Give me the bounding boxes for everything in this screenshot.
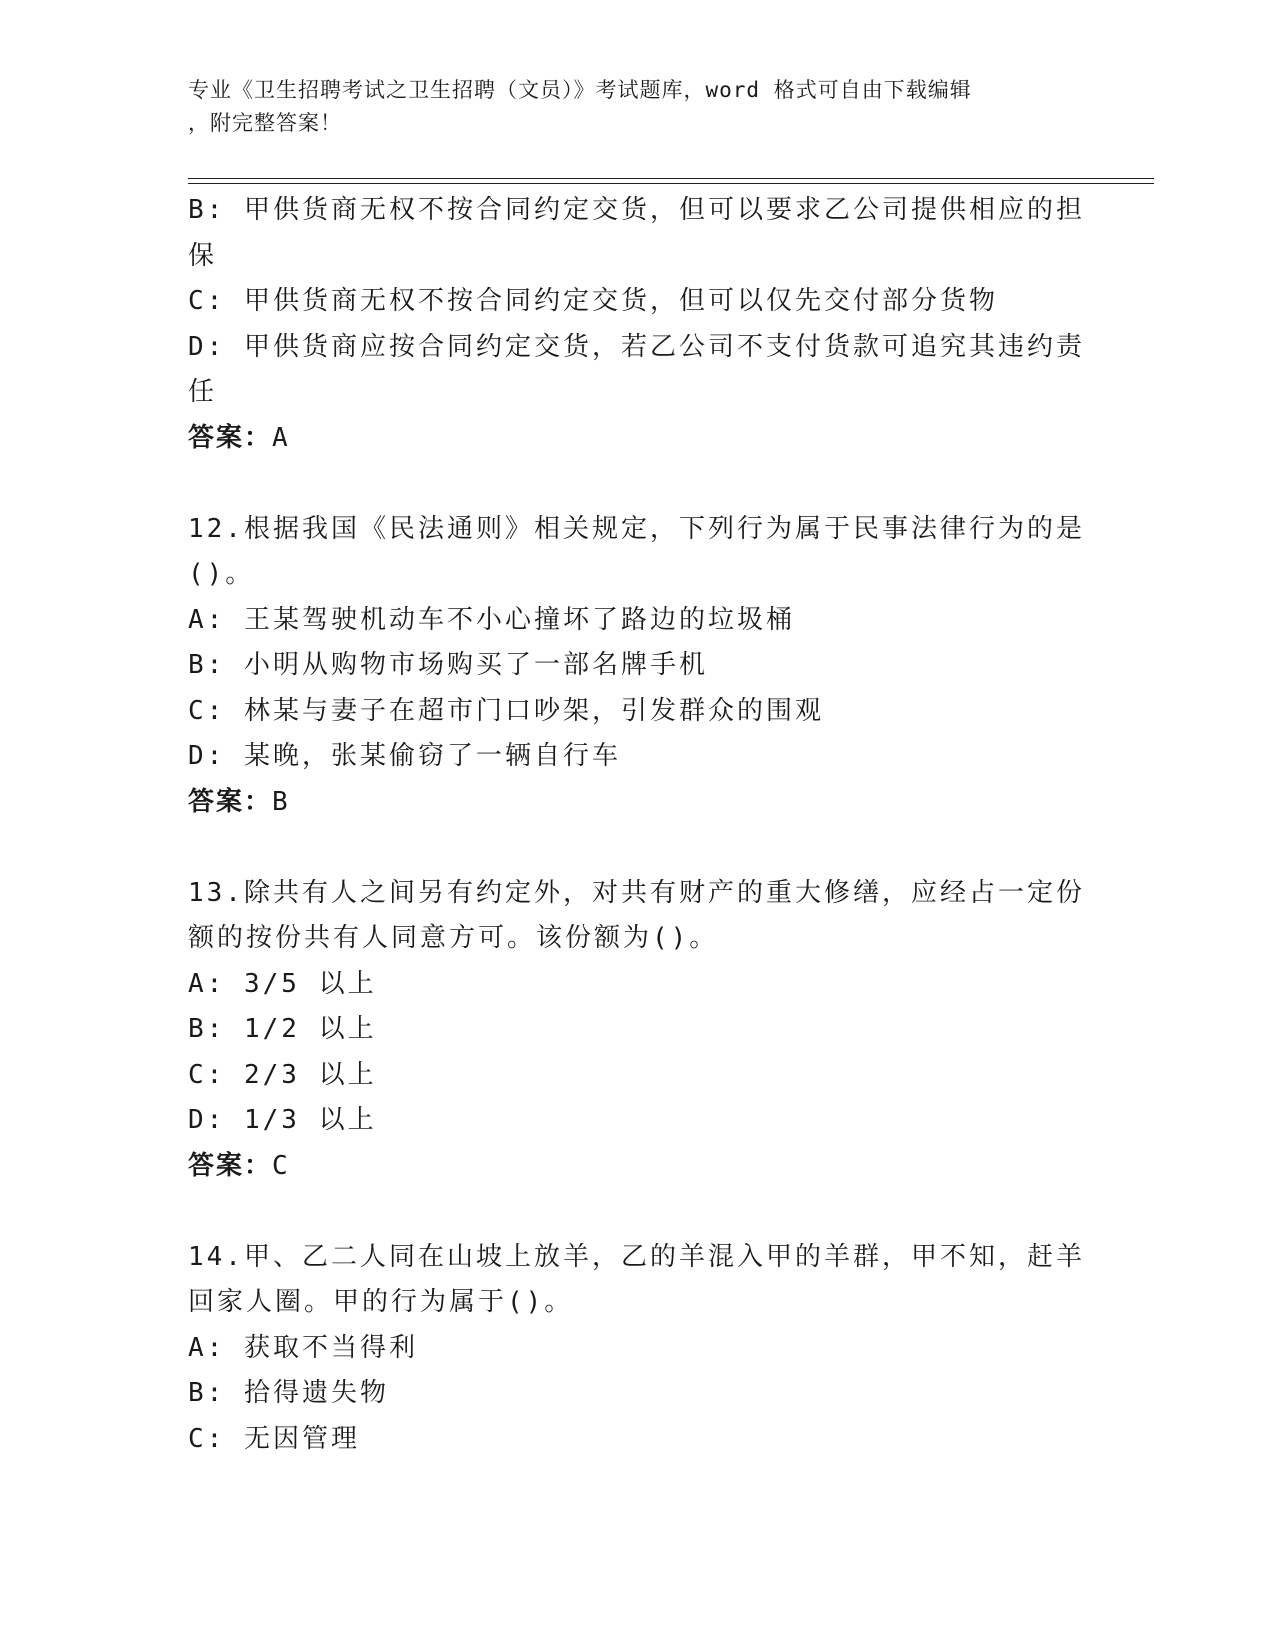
answer-line (188, 780, 1088, 826)
option-line: D: 某晚，张某偷窃了一辆自行车 (188, 741, 621, 771)
page-header (188, 74, 1088, 140)
question-block (188, 871, 1088, 1190)
option-line: B: 小明从购物市场购买了一部名牌手机 (188, 650, 708, 680)
question-text: 12.根据我国《民法通则》相关规定，下列行为属于民事法律行为的是 (188, 513, 1085, 544)
question-block (188, 188, 1088, 461)
question-text: 额的按份共有人同意方可。该份额为()。 (188, 923, 719, 953)
option-line: 保 (188, 240, 218, 271)
answer-value: C (272, 1150, 290, 1181)
spacer (188, 1189, 1088, 1235)
option-line: B: 甲供货商无权不按合同约定交货，但可以要求乙公司提供相应的担 (188, 195, 1085, 225)
answer-value: B (272, 786, 290, 817)
question-block (188, 1235, 1088, 1463)
spacer (188, 461, 1088, 507)
option-line: C: 甲供货商无权不按合同约定交货，但可以仅先交付部分货物 (188, 286, 998, 316)
answer-label: 答案： (188, 1150, 273, 1181)
header-line: ，附完整答案！ (188, 111, 342, 135)
option-line: D: 甲供货商应按合同约定交货，若乙公司不支付货款可追究其违约责 (188, 331, 1085, 362)
option-line: B: 拾得遗失物 (188, 1378, 389, 1408)
option-line: C: 林某与妻子在超市门口吵架，引发群众的围观 (188, 695, 824, 726)
answer-line (188, 416, 1088, 462)
question-text: 回家人圈。甲的行为属于()。 (188, 1287, 574, 1317)
question-block (188, 507, 1088, 826)
option-line: D: 1/3 以上 (188, 1105, 377, 1135)
question-text: ()。 (188, 559, 255, 589)
answer-label: 答案： (188, 786, 273, 817)
answer-value: A (272, 422, 290, 453)
question-text: 14.甲、乙二人同在山坡上放羊，乙的羊混入甲的羊群，甲不知，赶羊 (188, 1241, 1085, 1272)
answer-line (188, 1144, 1088, 1190)
question-content (188, 188, 1088, 1462)
option-line: 任 (188, 377, 218, 407)
option-line: A: 王某驾驶机动车不小心撞坏了路边的垃圾桶 (188, 604, 795, 635)
option-line: A: 获取不当得利 (188, 1332, 418, 1363)
option-line: C: 无因管理 (188, 1423, 360, 1454)
answer-label: 答案： (188, 422, 273, 453)
question-text: 13.除共有人之间另有约定外，对共有财产的重大修缮，应经占一定份 (188, 877, 1085, 908)
spacer (188, 825, 1088, 871)
header-divider (188, 178, 1154, 179)
option-line: B: 1/2 以上 (188, 1014, 377, 1044)
option-line: A: 3/5 以上 (188, 968, 377, 999)
header-line: 专业《卫生招聘考试之卫生招聘（文员）》考试题库，word 格式可自由下载编辑 (188, 78, 972, 102)
header-divider (188, 183, 1154, 184)
option-line: C: 2/3 以上 (188, 1059, 377, 1090)
